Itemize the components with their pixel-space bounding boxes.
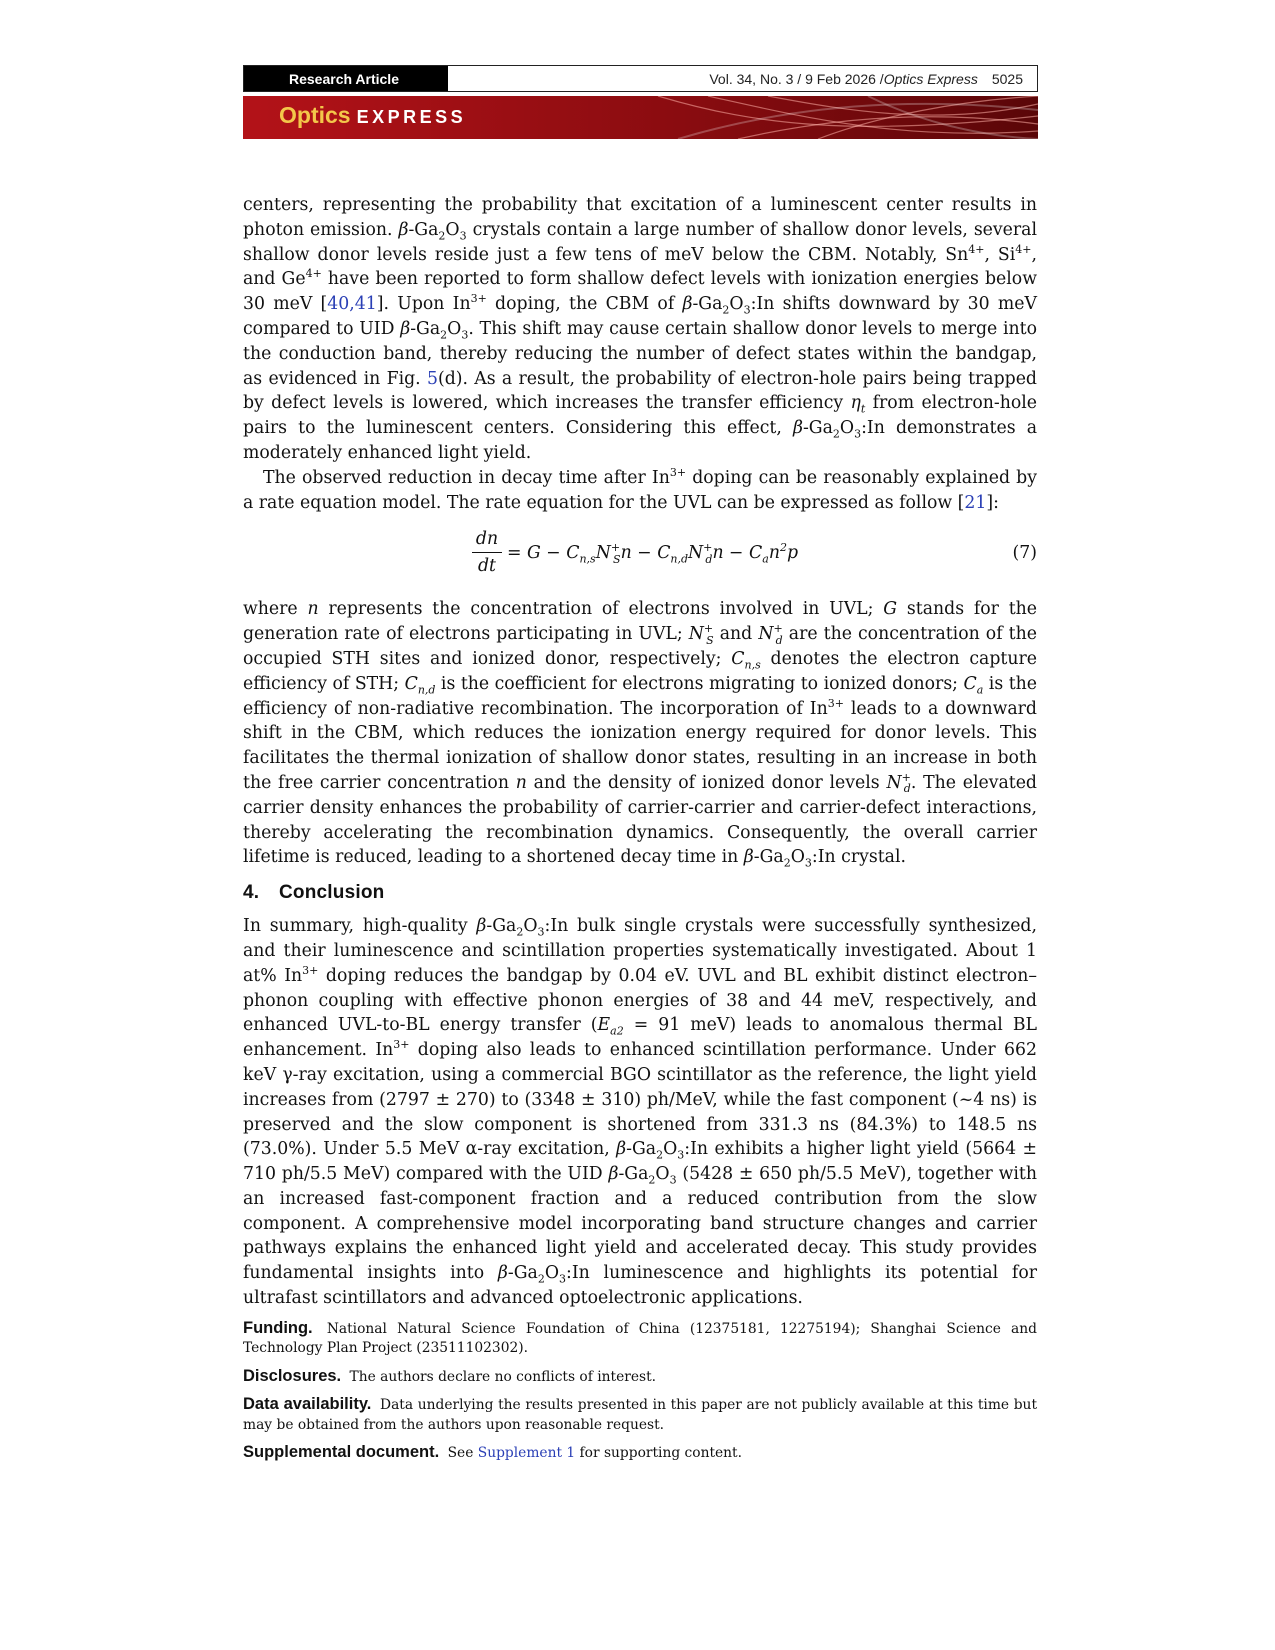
citation-link[interactable]: 40,41: [327, 294, 377, 315]
paragraph-3: where n represents the concentration of electrons involved in UVL; G stands for the generation rate of electrons participating in UVL; $N^+_S$ and $N^+_d$ are the concentration of the occupied STH sites and ionized donor, respectively; $C_{n,s}$ denotes the electron capture efficiency of STH; $C_{n,d}$ is the coefficient for electrons migrating to ionized donors; $C_a$ is the efficiency of non-radiative recombination. The incorporation of $In^{3+}$ leads to a downward shift in the CBM, which reduces the ionization energy required for donor levels. This facilitates the thermal ionization of shallow donor states, resulting in an increase in both the free carrier concentration n and the density of ionized donor levels $N^+_d$. The elevated carrier density enhances the probability of carrier-carrier and carrier-defect interactions, thereby accelerating the recombination dynamics. Consequently, the overall carrier lifetime is reduced, leading to a shortened decay time in $\beta-Ga_2O_3:In$ crystal.: [243, 599, 1037, 870]
equation-rhs: = $G - C_{n,s}N^+_Sn - C_{n,d}N^+_dn - C_an^2p$: [507, 541, 799, 566]
logo-express: EXPRESS: [356, 107, 467, 127]
funding-label: Funding.: [243, 1318, 313, 1337]
section-heading-conclusion: 4. Conclusion: [243, 882, 385, 904]
article-type-label: Research Article: [244, 66, 448, 91]
logo-optics: Optics: [279, 102, 351, 128]
figure-link[interactable]: 5: [426, 368, 438, 389]
equation-number: (7): [1012, 543, 1037, 564]
supplemental-label: Supplemental document.: [243, 1443, 440, 1462]
funding-text: National Natural Science Foundation of China (12375181, 12275194); Shanghai Science and Technology Plan Project (23511102302).: [243, 1320, 1038, 1357]
citation-link[interactable]: 21: [964, 492, 987, 513]
journal-logo: [279, 102, 466, 129]
journal-name: Optics Express: [883, 70, 978, 87]
citation-prefix: Vol. 34, No. 3 / 9 Feb 2026 /: [709, 70, 884, 87]
page-number: 5025: [991, 70, 1023, 87]
data-availability-text: Data underlying the results presented in this paper are not publicly available at this time but may be obtained from the authors upon reasonable request.: [243, 1397, 1037, 1433]
funding-section: [243, 1319, 1037, 1359]
citation-line: [448, 66, 1037, 91]
banner-light-streaks-icon: [618, 96, 1038, 139]
paragraph-2: The observed reduction in decay time after $In^{3+}$ doping can be reasonably explained by a rate equation model. The rate equation for the UVL can be expressed as follow [21]:: [243, 466, 1037, 513]
supplemental-section: Supplemental document. See Supplement 1 for supporting content.: [243, 1443, 742, 1462]
conclusion-paragraph: In summary, high-quality $\beta-Ga_2O_3:In$ bulk single crystals were successfully synthesized, and their luminescence and scintillation properties systematically investigated. About 1 at% $In^{3+}$ doping reduces the bandgap by 0.04 eV. UVL and BL exhibit distinct electron–phonon coupling with effective phonon energies of 38 and 44 meV, respectively, and enhanced UVL-to-BL energy transfer ($E_{a2} = 91$ meV) leads to anomalous thermal BL enhancement. $In^{3+}$ doping also leads to enhanced scintillation performance. Under 662 keV γ-ray excitation, using a commercial BGO scintillator as the reference, the light yield increases from (2797 ± 270) to (3348 ± 310) ph/MeV, while the fast component (~4 ns) is preserved and the slow component is shortened from 331.3 ns (84.3%) to 148.5 ns (73.0%). Under 5.5 MeV α-ray excitation, $\beta-Ga_2O_3:In$ exhibits a higher light yield (5664 ± 710 ph/5.5 MeV) compared with the UID $\beta-Ga_2O_3$ (5428 ± 650 ph/5.5 MeV), together with an increased fast-component fraction and a reduced contribution from the slow component. A comprehensive model incorporating band structure changes and carrier pathways explains the enhanced light yield and accelerated decay. This study provides fundamental insights into $\beta-Ga_2O_3:In$ luminescence and highlights its potential for ultrafast scintillators and advanced optoelectronic applications.: [243, 916, 1037, 1309]
equation-fraction: $\frac{dn}{dt}$: [472, 529, 502, 576]
data-availability-label: Data availability.: [243, 1395, 372, 1414]
disclosures-section: [243, 1367, 1037, 1388]
supplement-link[interactable]: Supplement 1: [477, 1445, 576, 1462]
disclosures-label: Disclosures.: [243, 1366, 342, 1385]
journal-banner: [243, 96, 1038, 139]
running-header: [243, 65, 1038, 92]
equation-7: [243, 521, 1037, 597]
paragraph-1: centers, representing the probability that excitation of a luminescent center results in photon emission. $\beta-Ga_2O_3$ crystals contain a large number of shallow donor levels, several shallow donor levels reside just a few tens of meV below the CBM. Notably, $Sn^{4+}$, $Si^{4+}$, and $Ge^{4+}$ have been reported to form shallow defect levels with ionization energies below 30 meV [40,41]. Upon $In^{3+}$ doping, the CBM of $\beta-Ga_2O_3:In$ shifts downward by 30 meV compared to UID $\beta-Ga_2O_3$. This shift may cause certain shallow donor levels to merge into the conduction band, thereby reducing the number of defect states within the bandgap, as evidenced in Fig. 5(d). As a result, the probability of electron-hole pairs being trapped by defect levels is lowered, which increases the transfer efficiency $\eta_t$ from electron-hole pairs to the luminescent centers. Considering this effect, $\beta-Ga_2O_3:In$ demonstrates a moderately enhanced light yield.: [243, 195, 1037, 463]
article-body: [243, 193, 1037, 1464]
data-availability-section: [243, 1395, 1037, 1435]
disclosures-text: The authors declare no conflicts of interest.: [349, 1368, 657, 1385]
